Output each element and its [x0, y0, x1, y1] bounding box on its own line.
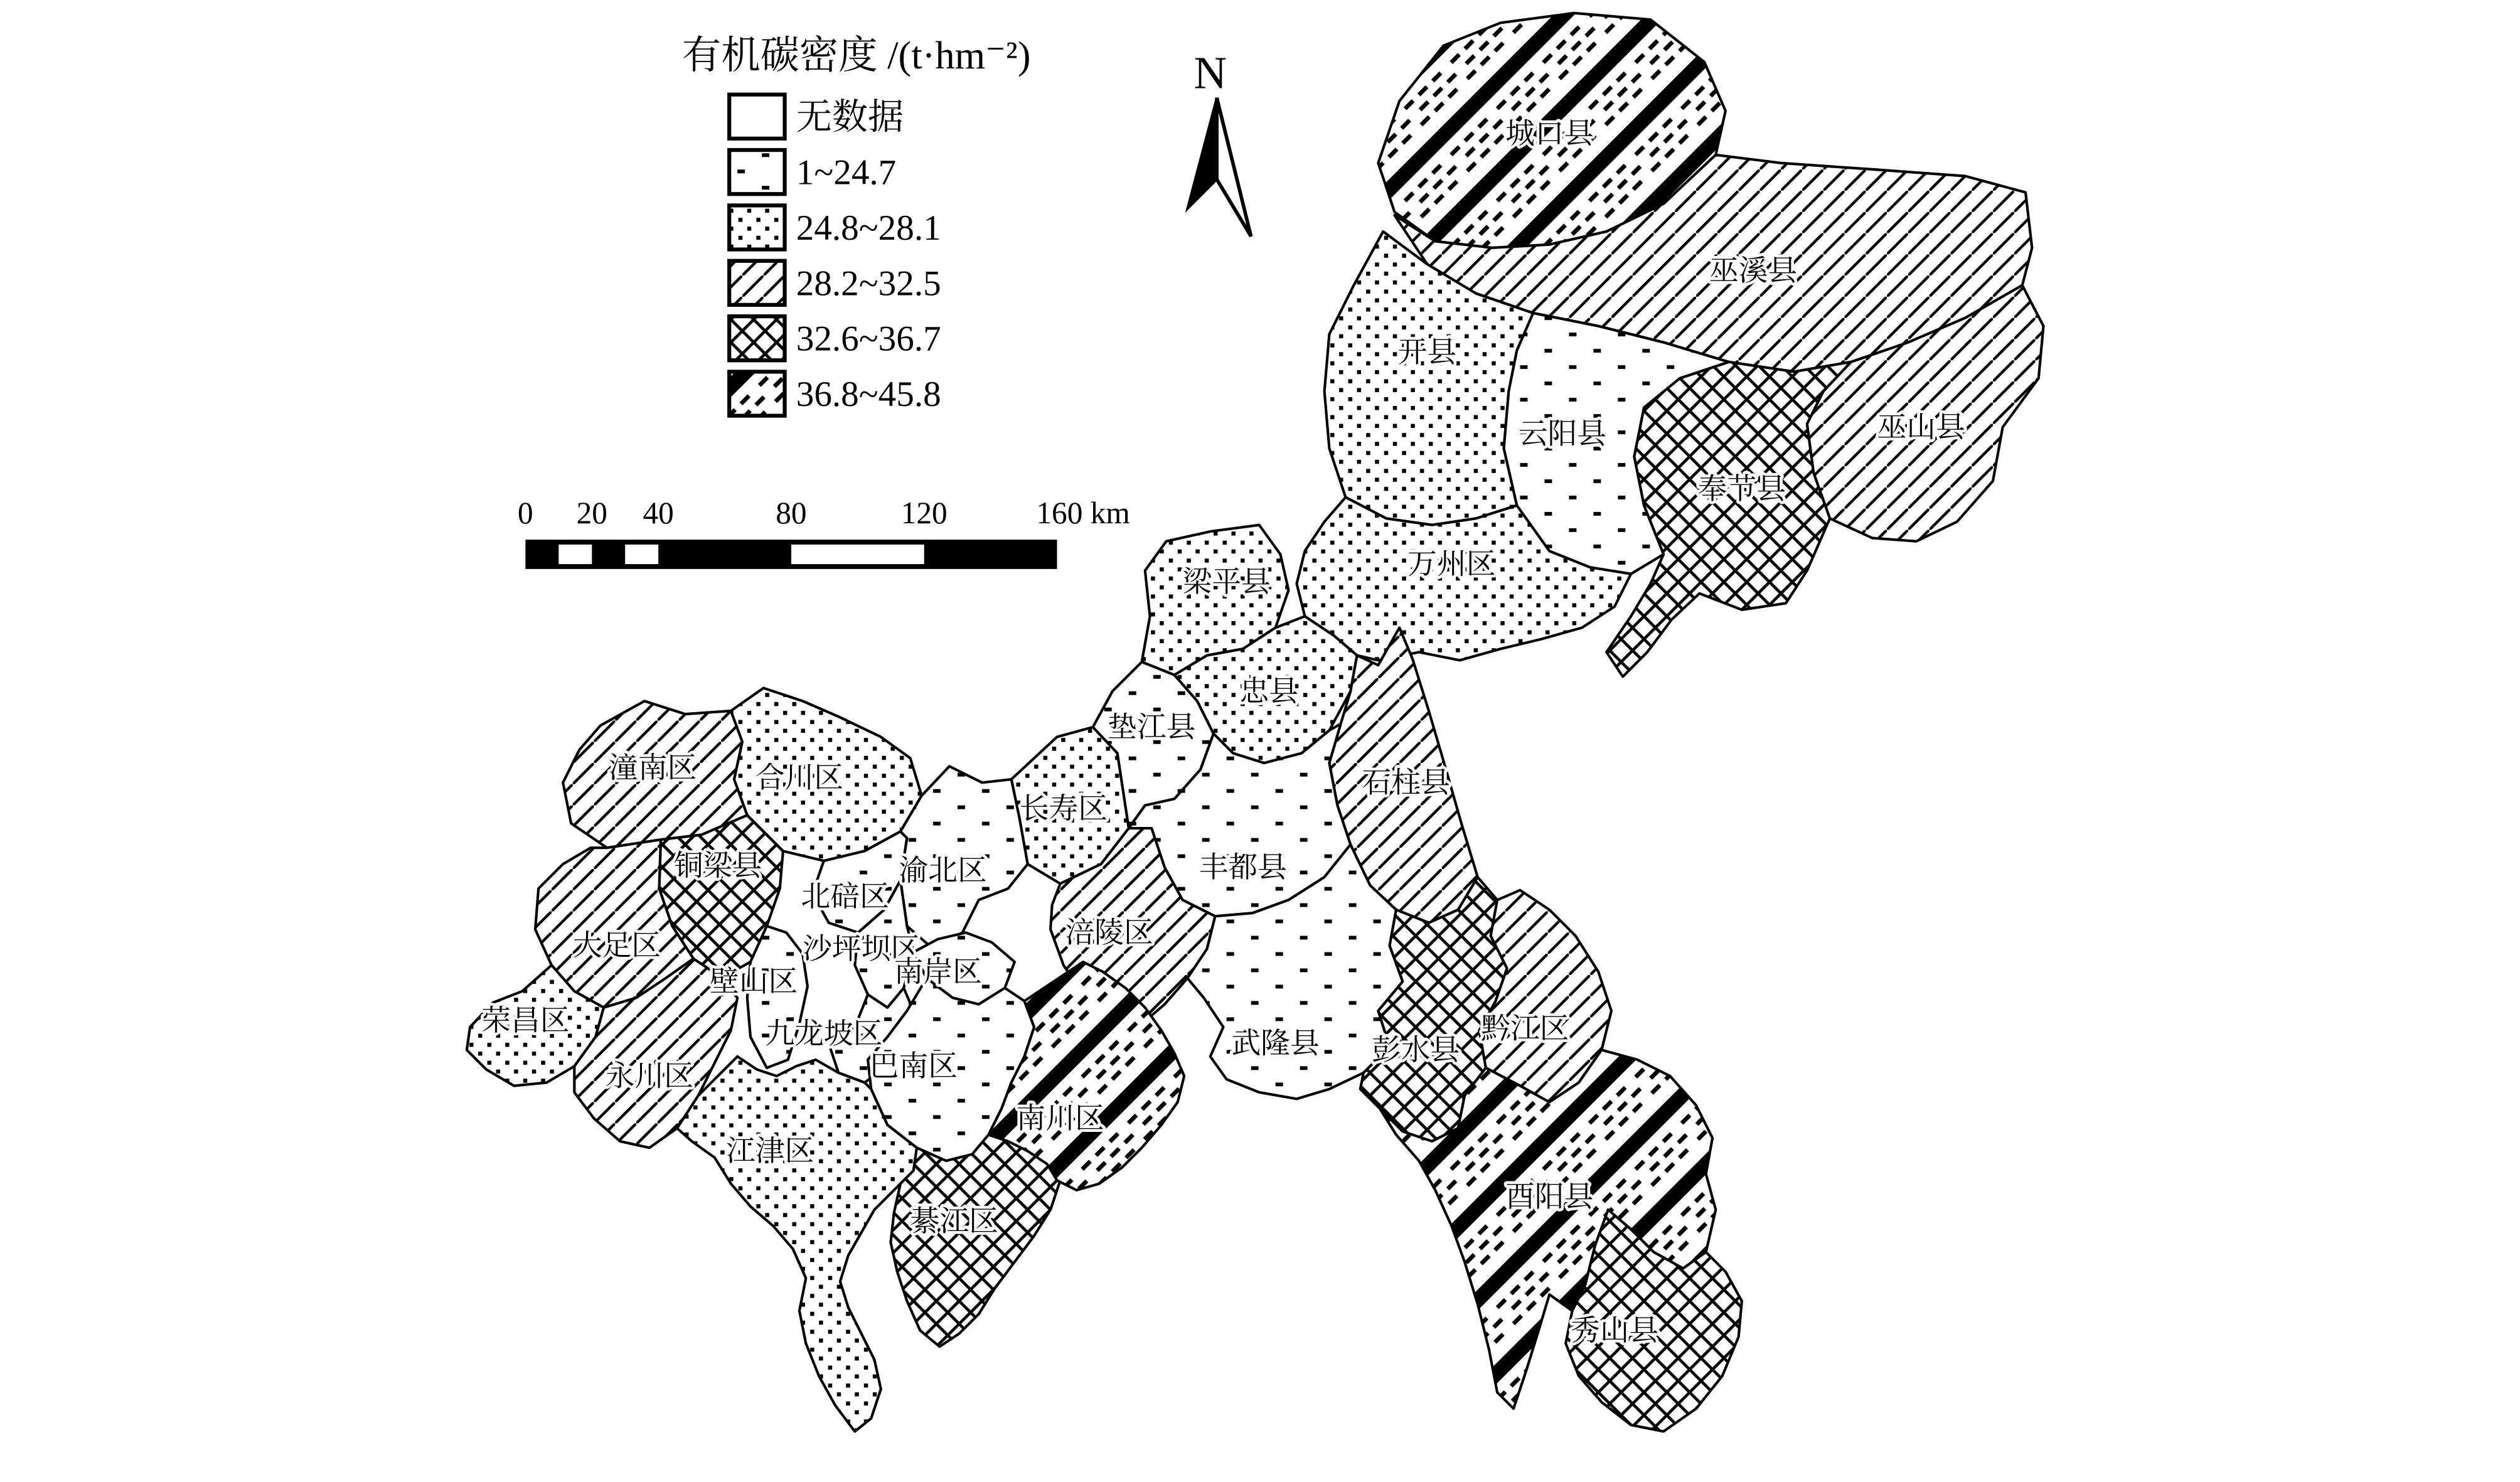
north-arrow-left-wing — [1187, 98, 1217, 209]
scale-tick-160: 160 km — [1036, 496, 1130, 531]
region-label-长寿区: 长寿区 — [1019, 792, 1108, 826]
region-label-垫江县: 垫江县 — [1108, 711, 1196, 744]
legend-swatch-diag — [729, 261, 784, 305]
scale-tick-0: 0 — [518, 496, 533, 531]
north-arrow-label: N — [1193, 47, 1227, 99]
region-label-北碚区: 北碚区 — [801, 880, 889, 914]
map-regions — [467, 13, 2044, 1432]
region-label-彭水县: 彭水县 — [1372, 1033, 1460, 1067]
scale-bar-segment — [625, 545, 658, 564]
region-label-万州区: 万州区 — [1407, 548, 1496, 581]
region-label-城口县: 城口县 — [1505, 117, 1594, 151]
region-label-綦江区: 綦江区 — [910, 1205, 998, 1238]
scale-tick-80: 80 — [776, 496, 807, 531]
scale-bar-body — [525, 540, 1057, 569]
legend-label: 36.8~45.8 — [796, 375, 941, 415]
region-label-南川区: 南川区 — [1016, 1102, 1104, 1136]
region-label-九龙坡区: 九龙坡区 — [765, 1018, 883, 1051]
region-label-黔江区: 黔江区 — [1481, 1013, 1569, 1046]
legend-label: 1~24.7 — [796, 152, 897, 193]
region-label-大足区: 大足区 — [572, 929, 661, 962]
legend-swatch-cross — [729, 316, 784, 360]
region-label-梁平县: 梁平县 — [1182, 566, 1271, 599]
legend-swatch-none — [729, 95, 784, 139]
region-label-江津区: 江津区 — [726, 1135, 814, 1168]
legend — [682, 34, 1031, 415]
scale-tick-20: 20 — [576, 496, 607, 531]
region-label-永川区: 永川区 — [605, 1060, 694, 1093]
region-label-丰都县: 丰都县 — [1199, 851, 1287, 884]
region-label-沙坪坝区: 沙坪坝区 — [803, 932, 921, 966]
scale-tick-40: 40 — [643, 496, 674, 531]
legend-label: 28.2~32.5 — [796, 264, 941, 304]
region-label-奉节县: 奉节县 — [1697, 473, 1786, 506]
legend-swatch-diagband — [729, 371, 784, 415]
region-label-开县: 开县 — [1397, 336, 1457, 369]
north-arrow-right-wing — [1217, 98, 1251, 237]
legend-swatch-dash — [729, 150, 784, 194]
north-arrow — [1187, 47, 1251, 236]
region-label-秀山县: 秀山县 — [1571, 1314, 1659, 1347]
region-label-铜梁县: 铜梁县 — [673, 850, 762, 883]
legend-label: 32.6~36.7 — [796, 319, 941, 359]
region-label-荣昌区: 荣昌区 — [481, 1005, 570, 1038]
region-label-忠县: 忠县 — [1239, 675, 1299, 708]
region-label-潼南区: 潼南区 — [608, 752, 697, 785]
region-label-云阳县: 云阳县 — [1518, 417, 1607, 450]
scale-tick-120: 120 — [900, 496, 948, 531]
scale-bar-segment — [558, 545, 592, 564]
region-label-酉阳县: 酉阳县 — [1505, 1180, 1594, 1213]
region-label-巫溪县: 巫溪县 — [1709, 254, 1798, 287]
legend-label: 24.8~28.1 — [796, 208, 941, 248]
region-label-巫山县: 巫山县 — [1877, 411, 1965, 444]
scale-bar — [518, 496, 1130, 569]
region-label-南岸区: 南岸区 — [894, 956, 982, 989]
region-label-渝北区: 渝北区 — [899, 855, 987, 888]
region-label-合川区: 合川区 — [755, 762, 844, 795]
map-region-綦江区 — [890, 1135, 1060, 1347]
region-label-巴南区: 巴南区 — [869, 1050, 958, 1083]
legend-swatch-dots — [729, 205, 784, 249]
region-label-壁山区: 壁山区 — [710, 965, 798, 998]
region-label-石柱县: 石柱县 — [1362, 766, 1450, 799]
legend-label: 无数据 — [796, 97, 904, 137]
region-label-涪陵区: 涪陵区 — [1065, 916, 1153, 949]
map-region-江津区 — [677, 1057, 917, 1432]
legend-title: 有机碳密度 /(t·hm⁻²) — [681, 34, 1031, 78]
region-label-武隆县: 武隆县 — [1231, 1027, 1320, 1060]
scale-bar-segment — [791, 545, 924, 564]
